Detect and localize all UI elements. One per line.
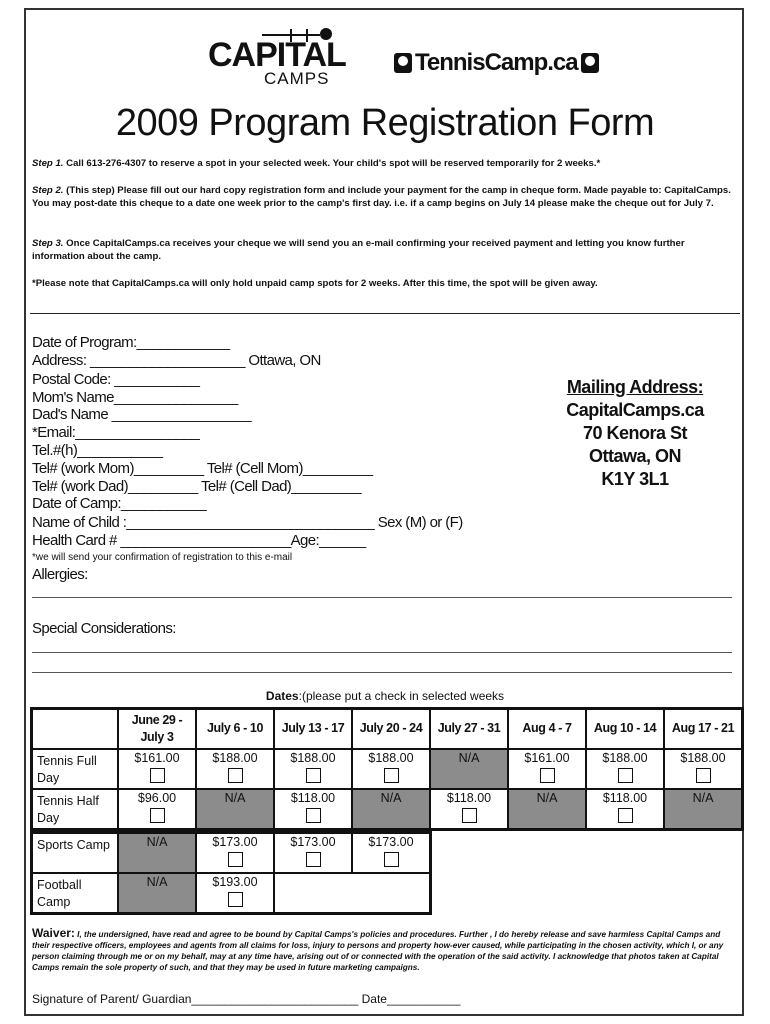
- price-text: $161.00: [134, 750, 180, 765]
- week-header: Aug 10 - 14: [586, 709, 664, 749]
- logo-capital-text: CAPITAL: [208, 36, 346, 74]
- racket-left-icon: [394, 53, 412, 73]
- price-text: N/A: [380, 790, 402, 805]
- date-of-program-field[interactable]: Date of Program:____________: [32, 334, 230, 351]
- table-row: [32, 749, 743, 789]
- unavailable-cell: [508, 789, 586, 830]
- logo-camps-text: CAMPS: [264, 69, 330, 88]
- price-text: N/A: [458, 750, 480, 765]
- table-header-row: [32, 709, 743, 749]
- waiver-text: I, the undersigned, have read and agree to be bound by Capital Camps's policies and procedures. Further , I do hereby release and save harmless Capital Camps and their respective officers, employees and agents from all claims for loss, injury to persons and property how-ever caused, while participating in the chosen activity, which I, or any person claiming through me or on my behalf, may at any time have, arising out of or connected with the operation of the said activity. I acknowledge that photos taken at Capital Camps remain the sole property of such, and that they may be used in future marketing campaigns.: [32, 930, 724, 972]
- unavailable-cell: [352, 789, 430, 830]
- moms-name-field[interactable]: Mom's Name________________: [32, 389, 238, 406]
- week-header: July 20 - 24: [352, 709, 430, 749]
- week-header: July 27 - 31: [430, 709, 508, 749]
- step-1-label: Step 1.: [32, 158, 64, 169]
- allergies-line[interactable]: [32, 597, 732, 598]
- price-text: $118.00: [602, 790, 648, 805]
- price-cell: [196, 749, 274, 789]
- week-checkbox[interactable]: [150, 808, 165, 823]
- unavailable-cell: [664, 789, 743, 830]
- dads-name-field[interactable]: Dad's Name __________________: [32, 406, 251, 423]
- step-3-label: Step 3.: [32, 238, 64, 249]
- row-label: Tennis Half Day: [32, 789, 119, 830]
- email-note: *we will send your confirmation of registration to this e-mail: [32, 552, 293, 563]
- waiver: [32, 928, 732, 973]
- price-text: $118.00: [446, 790, 492, 805]
- price-cell: [352, 749, 430, 789]
- other-camps-table: [30, 831, 432, 915]
- price-text: $173.00: [368, 835, 414, 849]
- price-text: $188.00: [290, 750, 336, 765]
- price-text: $173.00: [212, 835, 258, 849]
- dates-label: Dates: [265, 689, 299, 703]
- step-2-text: (This step) Please fill out our hard copy registration form and include your payment for the camp in cheque form. Made payable to: CapitalCamps. You may post-date this cheque to a date one week prior to the camp's first day. i.e. if a camp begins on July 14 please make the cheque out for July 7.: [32, 185, 731, 209]
- price-cell: [508, 749, 586, 789]
- price-cell: [664, 749, 743, 789]
- unavailable-cell: [196, 789, 274, 830]
- mailing-line-3: Ottawa, ON: [588, 446, 681, 466]
- unavailable-cell: [118, 833, 196, 874]
- table-row: [32, 873, 431, 914]
- special-line-1[interactable]: [32, 652, 732, 653]
- price-text: N/A: [146, 875, 168, 889]
- mailing-heading: Mailing Address:: [566, 377, 704, 397]
- hold-note: *Please note that CapitalCamps.ca will only hold unpaid camp spots for 2 weeks. After this time, the spot will be given away.: [32, 278, 598, 289]
- allergies-label: Allergies:: [32, 566, 88, 583]
- price-text: $193.00: [212, 875, 258, 889]
- week-header: July 13 - 17: [274, 709, 352, 749]
- date-of-camp-field[interactable]: Date of Camp:___________: [32, 495, 207, 512]
- tennis-schedule-table: [30, 707, 744, 831]
- week-checkbox[interactable]: [618, 768, 633, 783]
- mailing-line-1: CapitalCamps.ca: [566, 400, 704, 420]
- price-cell: [586, 789, 664, 830]
- price-text: $173.00: [290, 835, 336, 849]
- price-cell: [196, 833, 274, 874]
- price-cell: [352, 833, 431, 874]
- price-cell: [430, 789, 508, 830]
- step-1: [32, 158, 732, 171]
- tel-dad-fields[interactable]: Tel# (work Dad)_________ Tel# (Cell Dad)_________: [32, 478, 361, 495]
- tennis-camp-logo: [394, 48, 599, 78]
- health-card-field[interactable]: Health Card # ______________________Age:______: [32, 532, 366, 549]
- step-2: [32, 185, 732, 210]
- email-field[interactable]: *Email:________________: [32, 424, 200, 441]
- price-text: $188.00: [368, 750, 414, 765]
- price-text: $96.00: [137, 790, 177, 805]
- step-1-text: Call 613-276-4307 to reserve a spot in your selected week. Your child's spot will be reserved temporarily for 2 weeks.*: [63, 158, 601, 169]
- dates-caption: [0, 689, 770, 703]
- mailing-line-2: 70 Kenora St: [582, 423, 688, 443]
- week-header: Aug 4 - 7: [508, 709, 586, 749]
- price-text: $188.00: [212, 750, 258, 765]
- unavailable-cell: [430, 749, 508, 789]
- header-empty-cell: [32, 709, 119, 749]
- price-text: N/A: [224, 790, 246, 805]
- week-checkbox[interactable]: [306, 768, 321, 783]
- table-row: [32, 789, 743, 830]
- address-field[interactable]: Address: ____________________ Ottawa, ON: [32, 352, 321, 369]
- child-name-field[interactable]: Name of Child :________________________________ Sex (M) or (F): [32, 514, 463, 531]
- mailing-address: [545, 376, 725, 491]
- tel-mom-fields[interactable]: Tel# (work Mom)_________ Tel# (Cell Mom)_________: [32, 460, 373, 477]
- table-row: [32, 833, 431, 874]
- postal-code-field[interactable]: Postal Code: ___________: [32, 371, 200, 388]
- row-label: Football Camp: [32, 873, 119, 914]
- step-3: [32, 238, 732, 263]
- racket-right-icon: [581, 53, 599, 73]
- price-cell: [274, 833, 352, 874]
- unavailable-cell: [118, 873, 196, 914]
- tel-home-field[interactable]: Tel.#(h)___________: [32, 442, 163, 459]
- price-text: N/A: [146, 835, 168, 849]
- row-label: Tennis Full Day: [32, 749, 119, 789]
- price-text: $188.00: [680, 750, 726, 765]
- signature-line[interactable]: Signature of Parent/ Guardian_________________________ Date___________: [32, 992, 461, 1006]
- price-cell: [196, 873, 274, 914]
- week-checkbox[interactable]: [150, 768, 165, 783]
- row-label: Sports Camp: [32, 833, 119, 874]
- mailing-line-4: K1Y 3L1: [601, 469, 669, 489]
- logo-tennis-text: TennisCamp.ca: [415, 49, 578, 76]
- week-header: Aug 17 - 21: [664, 709, 743, 749]
- page-title: 2009 Program Registration Form: [115, 102, 655, 144]
- week-checkbox[interactable]: [384, 852, 399, 867]
- week-checkbox[interactable]: [228, 768, 243, 783]
- price-text: N/A: [536, 790, 558, 805]
- waiver-label: Waiver:: [32, 926, 75, 940]
- price-cell: [274, 749, 352, 789]
- week-header: June 29 - July 3: [118, 709, 196, 749]
- special-line-2[interactable]: [32, 672, 732, 673]
- dates-hint: :(please put a check in selected weeks: [298, 689, 505, 703]
- week-checkbox[interactable]: [384, 768, 399, 783]
- capital-camps-logo: [208, 26, 346, 88]
- price-text: N/A: [692, 790, 714, 805]
- week-checkbox[interactable]: [306, 808, 321, 823]
- step-3-text: Once CapitalCamps.ca receives your cheque we will send you an e-mail confirming your received payment and letting you know further information about the camp.: [32, 238, 685, 262]
- week-checkbox[interactable]: [228, 852, 243, 867]
- price-text: $161.00: [524, 750, 570, 765]
- special-considerations-label: Special Considerations:: [32, 620, 176, 637]
- price-cell: [118, 789, 196, 830]
- week-checkbox[interactable]: [540, 768, 555, 783]
- week-checkbox[interactable]: [696, 768, 711, 783]
- price-text: $188.00: [602, 750, 648, 765]
- price-text: $118.00: [290, 790, 336, 805]
- week-header: July 6 - 10: [196, 709, 274, 749]
- price-cell: [274, 789, 352, 830]
- step-2-label: Step 2.: [32, 185, 64, 196]
- week-checkbox[interactable]: [462, 808, 477, 823]
- week-checkbox[interactable]: [618, 808, 633, 823]
- week-checkbox[interactable]: [228, 892, 243, 907]
- section-divider: [30, 313, 740, 314]
- price-cell: [586, 749, 664, 789]
- week-checkbox[interactable]: [306, 852, 321, 867]
- price-cell: [118, 749, 196, 789]
